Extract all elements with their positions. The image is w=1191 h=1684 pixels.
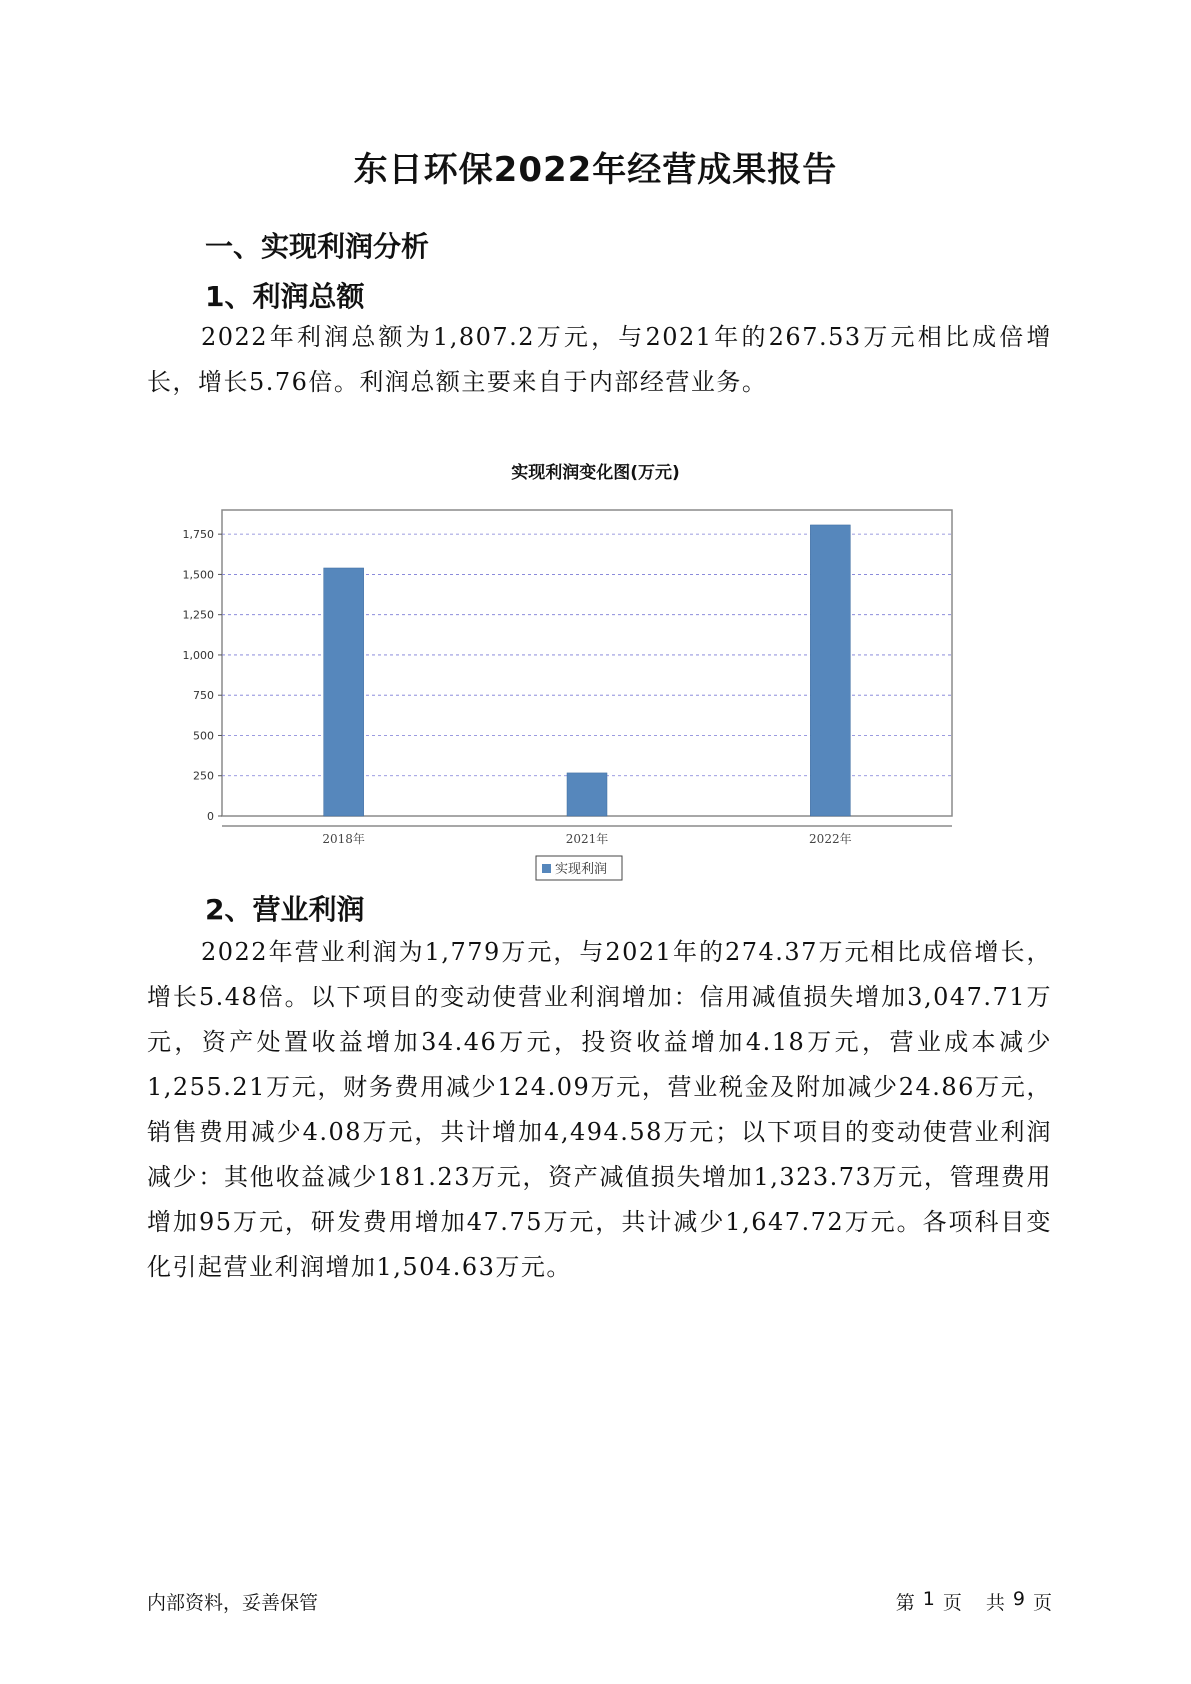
paragraph-operating-profit: 2022年营业利润为1,779万元，与2021年的274.37万元相比成倍增长，增长5.48倍。以下项目的变动使营业利润增加：信用减值损失增加3,047.71万元，资产处置收益增加34.46万元，投资收益增加4.18万元，营业成本减少1,255.21万元，财务费用减少124.09万元，营业税金及附加减少24.86万元，销售费用减少4.08万元，共计增加4,494.58万元；以下项目的变动使营业利润减少：其他收益减少181.23万元，资产减值损失增加1,323.73万元，管理费用增加95万元，研发费用增加47.75万元，共计减少1,647.72万元。各项科目变化引起营业利润增加1,504.63万元。 <box>147 938 1052 1281</box>
y-tick-label: 250 <box>193 769 214 783</box>
total-unit: 页 <box>1032 1592 1052 1614</box>
legend-swatch <box>542 864 551 873</box>
section-heading-profit-analysis: 一、实现利润分析 <box>205 230 430 263</box>
footer-page-info <box>896 1588 1052 1615</box>
total-prefix: 共 <box>985 1592 1005 1614</box>
page-number: 1 <box>922 1588 935 1610</box>
x-tick-label: 2018年 <box>322 832 365 846</box>
y-tick-label: 750 <box>193 689 214 703</box>
page-prefix: 第 <box>895 1592 915 1614</box>
bar <box>567 773 607 816</box>
x-tick-label: 2022年 <box>809 832 852 846</box>
y-tick-label: 1,500 <box>182 568 214 582</box>
y-tick-label: 0 <box>207 810 214 823</box>
profit-bar-chart <box>150 490 1050 877</box>
paragraph-total-profit: 2022年利润总额为1,807.2万元，与2021年的267.53万元相比成倍增长，增长5.76倍。利润总额主要来自于内部经营业务。 <box>147 323 1052 396</box>
y-tick-label: 1,250 <box>182 608 214 622</box>
bar <box>324 568 364 816</box>
subheading-total-profit: 1、利润总额 <box>205 280 365 313</box>
total-pages: 9 <box>1012 1588 1025 1610</box>
bar <box>810 525 850 816</box>
y-tick-label: 1,000 <box>182 648 214 662</box>
legend-label: 实现利润 <box>555 862 608 877</box>
y-tick-label: 1,750 <box>182 528 214 542</box>
subheading-operating-profit: 2、营业利润 <box>205 893 365 926</box>
x-tick-label: 2021年 <box>565 832 609 846</box>
y-tick-label: 500 <box>193 729 214 743</box>
chart-title: 实现利润变化图(万元) <box>511 463 680 483</box>
report-title: 东日环保2022年经营成果报告 <box>353 150 838 190</box>
footer-confidential-note: 内部资料，妥善保管 <box>147 1592 319 1614</box>
page-unit: 页 <box>942 1592 962 1614</box>
